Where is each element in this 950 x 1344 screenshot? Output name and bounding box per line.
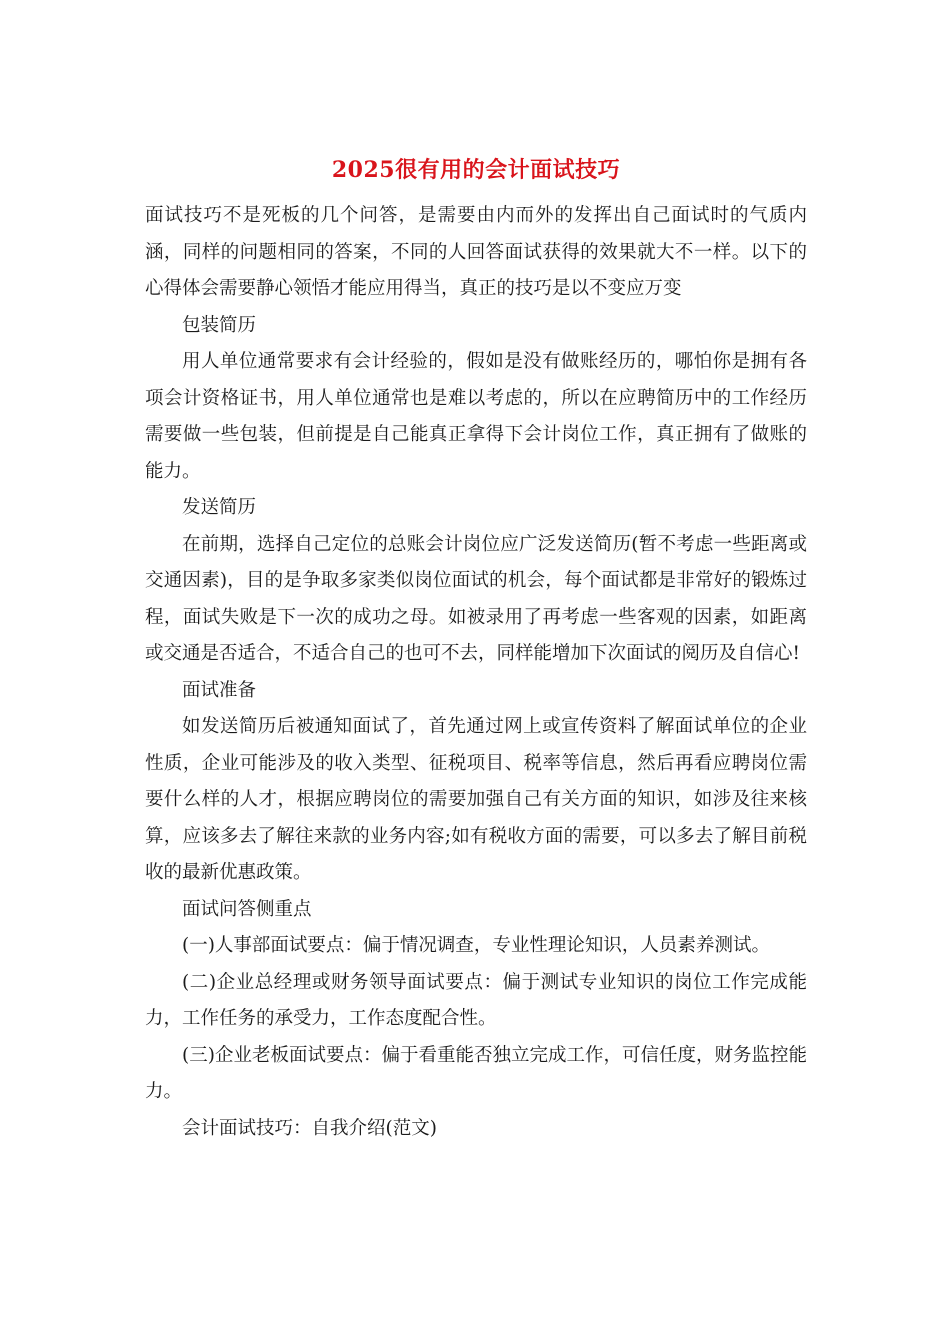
section-heading-interview-focus: 面试问答侧重点 bbox=[182, 898, 312, 920]
document-body bbox=[145, 150, 807, 1147]
intro-paragraph: 面试技巧不是死板的几个问答，是需要由内而外的发挥出自己面试时的气质内涵，同样的问题相同的答案，不同的人回答面试获得的效果就大不一样。以下的心得体会需要静心领悟才能应用得当，真正的技巧是以不变应万变 bbox=[145, 205, 807, 299]
paragraph-interview-prep: 如发送简历后被通知面试了，首先通过网上或宣传资料了解面试单位的企业性质，企业可能涉及的收入类型、征税项目、税率等信息，然后再看应聘岗位需要什么样的人才，根据应聘岗位的需要加强自己有关方面的知识，如涉及往来核算，应该多去了解往来款的业务内容;如有税收方面的需要，可以多去了解目前税收的最新优惠政策。 bbox=[145, 716, 807, 883]
paragraph-focus-manager: (二)企业总经理或财务领导面试要点：偏于测试专业知识的岗位工作完成能力，工作任务的承受力，工作态度配合性。 bbox=[145, 971, 807, 1029]
paragraph-send-resume: 在前期，选择自己定位的总账会计岗位应广泛发送简历(暂不考虑一些距离或交通因素)，目的是争取多家类似岗位面试的机会，每个面试都是非常好的锻炼过程，面试失败是下一次的成功之母。如被录用了再考虑一些客观的因素，如距离或交通是否适合，不适合自己的也可不去，同样能增加下次面试的阅历及自信心! bbox=[145, 533, 807, 664]
document-title: 2025很有用的会计面试技巧 bbox=[331, 157, 621, 183]
section-heading-interview-prep: 面试准备 bbox=[182, 679, 257, 701]
paragraph-focus-boss: (三)企业老板面试要点：偏于看重能否独立完成工作，可信任度，财务监控能力。 bbox=[145, 1044, 807, 1102]
section-heading-self-intro: 会计面试技巧：自我介绍(范文) bbox=[182, 1117, 437, 1139]
paragraph-resume-packaging: 用人单位通常要求有会计经验的，假如是没有做账经历的，哪怕你是拥有各项会计资格证书，用人单位通常也是难以考虑的，所以在应聘简历中的工作经历需要做一些包装，但前提是自己能真正拿得下会计岗位工作，真正拥有了做账的能力。 bbox=[145, 351, 807, 482]
section-heading-resume-packaging: 包装简历 bbox=[182, 314, 257, 336]
paragraph-focus-hr: (一)人事部面试要点：偏于情况调查，专业性理论知识，人员素养测试。 bbox=[182, 935, 770, 956]
section-heading-send-resume: 发送简历 bbox=[182, 497, 257, 518]
